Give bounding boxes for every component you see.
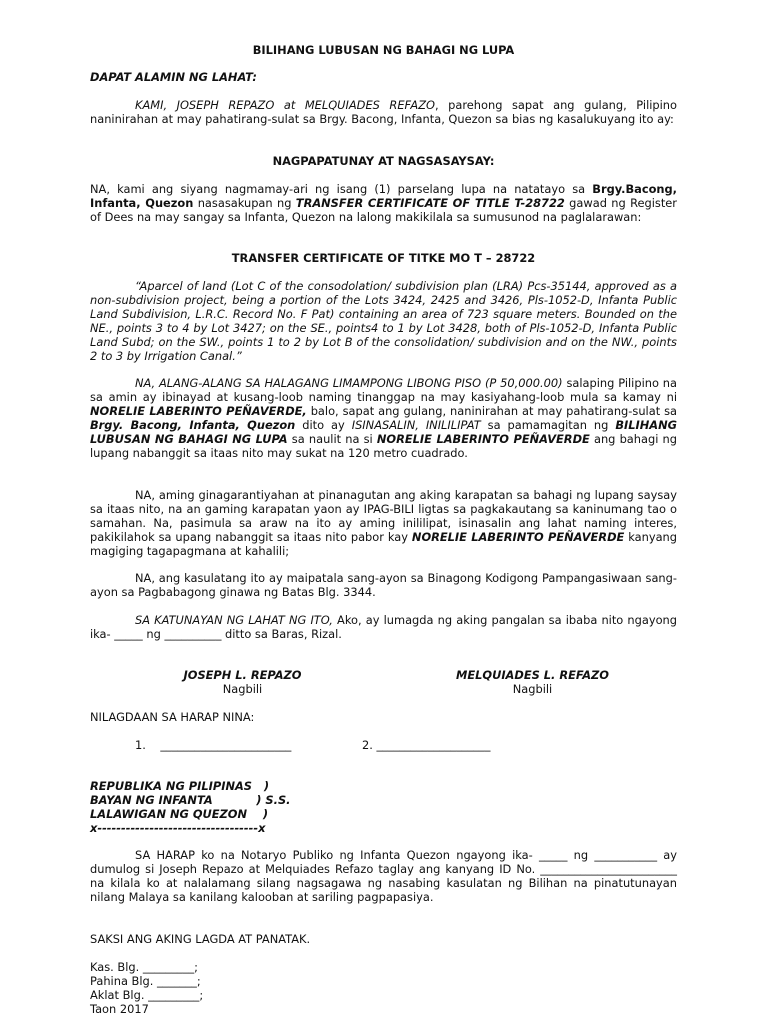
jurisdiction-line-3: LALAWIGAN NG QUEZON ) <box>90 807 269 821</box>
para1-text-e: gawad ng Register of Dees na may sangay sa Infanta, Quezon na lalong makikilala sa sumusunod na paglalarawan: <box>90 196 677 224</box>
para1-title-number: TRANSFER CERTIFICATE OF TITLE T-28722 <box>295 196 565 210</box>
para2-transfer: ISINASALIN, INILILIPAT <box>351 418 481 432</box>
notary-paragraph: SA HARAP ko na Notaryo Publiko ng Infanta Quezon ngayong ika- _____ ng ___________ ay dumulog si Joseph Repazo at Melquiades Refazo taglay ang kanyang ID No. ________________________ na kilala ko at nalalamang silang nagsagawa ng nasabing kasulatan ng Bilihan na pinatutunayan nilang Malaya sa kanilang kalooban at sariling pagpapasiya. <box>90 848 677 904</box>
witness-whereof-paragraph <box>90 613 677 641</box>
para1-text-a: NA, kami ang siyang nagmamay-ari ng isang (1) parselang lupa na natatayo sa <box>90 182 593 196</box>
para3-buyer: NORELIE LABERINTO PEÑAVERDE <box>411 530 625 544</box>
para2-text-f: dito ay <box>295 418 352 432</box>
registry-page-no: Pahina Blg. _______; <box>90 974 201 988</box>
signatory-1-role: Nagbili <box>222 682 263 696</box>
para2-amount: NA, ALANG-ALANG SA HALAGANG LIMAMPONG LIBONG PISO (P 50,000.00) <box>135 376 563 390</box>
intro-names: KAMI, JOSEPH REPAZO at MELQUIADES REFAZO <box>135 98 435 112</box>
document-title: BILIHANG LUBUSAN NG BAHAGI NG LUPA <box>252 43 515 57</box>
intro-paragraph <box>90 98 677 126</box>
witness-heading: NILAGDAAN SA HARAP NINA: <box>90 710 255 724</box>
para2-buyer-repeat: NORELIE LABERINTO PEÑAVERDE <box>376 432 590 446</box>
para2-text-h: sa pamamagitan ng <box>480 418 616 432</box>
para3-text-a: NA, aming ginagarantiyahan at pinanagutan ang aking karapatan sa bahagi ng lupang saysay sa itaas nito, na an gaming karapatan yaon ay IPAG-BILI ligtas sa pagkakautang sa kaninumang tao o samahan. Na, pasimula sa araw na ito ay aming inililipat, isinasalin ang lahat naming interes, pakikilahok sa upang nabanggit sa itaas nito pabor kay <box>90 488 677 544</box>
para5-text: Ako, ay lumagda ng aking pangalan sa ibaba nito ngayong ika- _____ ng __________ ditto sa Baras, Rizal. <box>90 613 677 641</box>
salutation: DAPAT ALAMIN NG LAHAT: <box>90 70 257 84</box>
para3-text-c: kanyang magiging tagapagmana at kahalili; <box>90 530 678 558</box>
heading-declaration: NAGPAPATUNAY AT NAGSASAYSAY: <box>272 154 495 168</box>
consideration-paragraph <box>90 376 677 460</box>
para2-text-d: balo, sapat ang gulang, naninirahan at may pahatirang-sulat sa <box>306 404 677 418</box>
para2-text-j: sa naulit na si <box>287 432 377 446</box>
heading-tct: TRANSFER CERTIFICATE OF TITKE MO T – 28722 <box>231 251 536 265</box>
para1-location: Brgy.Bacong, Infanta, Quezon <box>90 182 677 210</box>
signatory-1-name: JOSEPH L. REPAZO <box>183 668 302 682</box>
registry-doc-no: Kas. Blg. _________; <box>90 960 198 974</box>
para2-address: Brgy. Bacong, Infanta, Quezon <box>90 418 296 432</box>
intro-rest: , parehong sapat ang gulang, Pilipino naninirahan at may pahatirang-sulat sa Brgy. Bacong, Infanta, Quezon sa bias ng kasalukuyang ito ay: <box>90 98 677 126</box>
ownership-paragraph <box>90 182 677 224</box>
signatory-2-role: Nagbili <box>512 682 553 696</box>
signatory-2 <box>435 668 630 696</box>
signatory-1 <box>160 668 325 696</box>
para2-text-l: ang bahagi ng lupang nabanggit sa itaas nito may sukat na 120 metro cuadrado. <box>90 432 677 460</box>
witness-line-2: 2. ____________________ <box>362 738 491 752</box>
para2-deed-name: BILIHANG LUBUSAN NG BAHAGI NG LUPA <box>90 418 677 446</box>
jurisdiction-separator: x----------------------------------x <box>90 821 266 835</box>
registry-book-no: Aklat Blg. _________; <box>90 988 204 1002</box>
registration-paragraph: NA, ang kasulatang ito ay maipatala sang-ayon sa Binagong Kodigong Pampangasiwaan sang-ayon sa Pagbabagong ginawa ng Batas Blg. 3344. <box>90 571 677 599</box>
para2-buyer: NORELIE LABERINTO PEÑAVERDE, <box>90 404 307 418</box>
registry-year: Taon 2017 <box>90 1002 149 1016</box>
para5-lead: SA KATUNAYAN NG LAHAT NG ITO, <box>135 613 333 627</box>
warranty-paragraph <box>90 488 677 558</box>
para1-text-c: nasasakupan ng <box>193 196 296 210</box>
land-description: “Aparcel of land (Lot C of the consodolation/ subdivision plan (LRA) Pcs-35144, approved as a non-subdivision project, being a portion of the Lots 3424, 2425 and 3426, Pls-1052-D, Infanta Public Land Subdivision, L.R.C. Record No. F Pat) containing an area of 723 square meters. Bounded on the NE., points 3 to 4 by Lot 3427; on the SE., points4 to 1 by Lot 3428, both of Pls-1052-D, Infanta Public Land Subd; on the SW., points 1 to 2 by Lot B of the consolidation/ subdivision and on the NW., points 2 to 3 by Irrigation Canal.” <box>90 279 677 363</box>
witness-line-1: 1. _______________________ <box>135 738 292 752</box>
jurisdiction-line-2: BAYAN NG INFANTA ) S.S. <box>90 793 291 807</box>
para2-text-b: salaping Pilipino na sa amin ay ibinayad at kusang-loob naming tinanggap na may kasiyahang-loob mula sa kamay ni <box>90 376 677 404</box>
jurisdiction-line-1: REPUBLIKA NG PILIPINAS ) <box>90 779 270 793</box>
signatory-2-name: MELQUIADES L. REFAZO <box>456 668 609 682</box>
attest-line: SAKSI ANG AKING LAGDA AT PANATAK. <box>90 932 311 946</box>
